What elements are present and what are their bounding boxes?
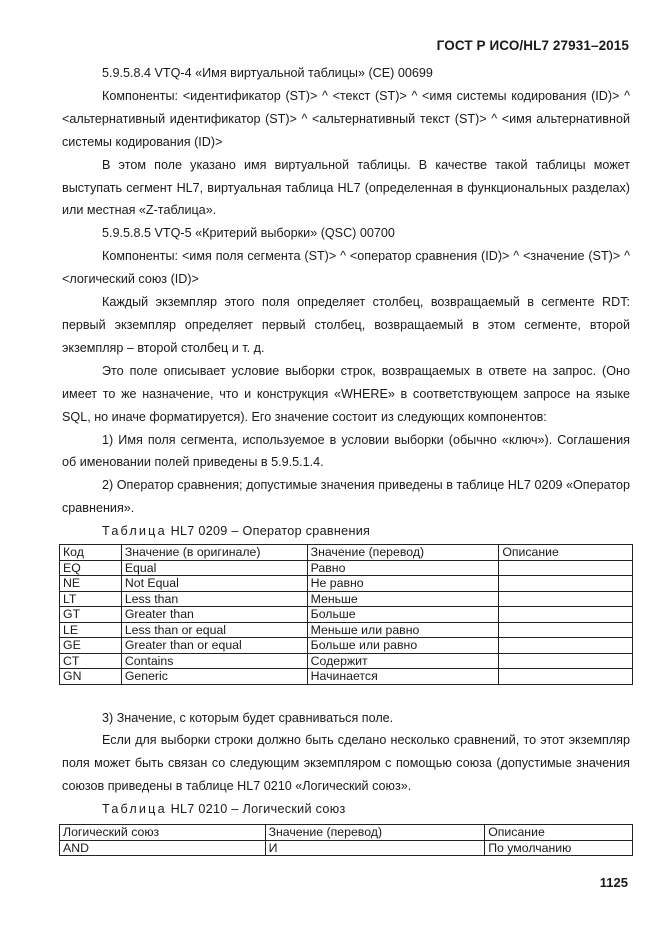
table-header-cell: Значение (в оригинале) <box>121 545 307 561</box>
table-caption <box>62 520 630 543</box>
table-row <box>60 576 633 592</box>
table-row <box>60 653 633 669</box>
table-cell: CT <box>60 653 122 669</box>
table-header-row <box>60 825 633 841</box>
table-cell: Not Equal <box>121 576 307 592</box>
table-cell: Меньше <box>307 591 499 607</box>
list-item: 3) Значение, с которым будет сравниваться поле. <box>102 710 394 725</box>
table-cell <box>499 638 633 654</box>
table-cell: GT <box>60 607 122 623</box>
paragraph: Каждый экземпляр этого поля определяет столбец, возвращаемый в сегменте RDT: первый экземпляр определяет первый столбец, возвращаемый в этом сегменте, второй экземпляр – второй столбец и т. д. <box>62 295 630 355</box>
table-caption-text: HL7 0209 – Оператор сравнения <box>170 524 371 539</box>
table-header-cell: Описание <box>499 545 633 561</box>
table-cell: Greater than or equal <box>121 638 307 654</box>
table-cell: Less than <box>121 591 307 607</box>
table-cell <box>499 591 633 607</box>
table-cell <box>499 653 633 669</box>
table-cell: LT <box>60 591 122 607</box>
table-caption <box>62 798 630 821</box>
document-header: ГОСТ Р ИСО/HL7 27931–2015 <box>436 38 629 53</box>
list-item: 1) Имя поля сегмента, используемое в условии выборки (обычно «ключ»). Соглашения об именовании полей приведены в 5.9.5.1.4. <box>62 432 630 470</box>
table-caption-prefix: Таблица <box>102 802 167 817</box>
table-cell <box>499 607 633 623</box>
list-item: 2) Оператор сравнения; допустимые значения приведены в таблице HL7 0209 «Оператор сравнения». <box>62 478 630 516</box>
paragraph: Если для выборки строки должно быть сделано несколько сравнений, то этот экземпляр поля может быть связан со следующим экземпляром с помощью союза (допустимые значения союзов приведены в таблице HL7 0210 «Логический союз». <box>62 733 630 794</box>
table-header-cell: Значение (перевод) <box>265 825 485 841</box>
section-heading-vtq4: 5.9.5.8.4 VTQ-4 «Имя виртуальной таблицы» (CE) 00699 <box>102 66 433 80</box>
table-cell: Generic <box>121 669 307 685</box>
paragraph: В этом поле указано имя виртуальной таблицы. В качестве такой таблицы может выступать сегмент HL7, виртуальная таблица HL7 (определенная в функциональных разделах) или местная «Z-таблица». <box>62 157 630 218</box>
table-cell: Больше <box>307 607 499 623</box>
table-cell <box>499 622 633 638</box>
table-cell: LE <box>60 622 122 638</box>
table-cell: Меньше или равно <box>307 622 499 638</box>
table-cell: Больше или равно <box>307 638 499 654</box>
table-cell: EQ <box>60 560 122 576</box>
table-cell: Не равно <box>307 576 499 592</box>
table-header-cell: Описание <box>485 825 633 841</box>
table-row <box>60 622 633 638</box>
table-cell: Equal <box>121 560 307 576</box>
table-row <box>60 669 633 685</box>
table-header-cell: Код <box>60 545 122 561</box>
table-caption-prefix: Таблица <box>102 524 167 539</box>
comparison-operator-table <box>59 544 633 685</box>
table-cell: Contains <box>121 653 307 669</box>
table-row <box>60 591 633 607</box>
section-heading-vtq5: 5.9.5.8.5 VTQ-5 «Критерий выборки» (QSC) 00700 <box>102 226 395 241</box>
table-row <box>60 607 633 623</box>
table-header-row <box>60 545 633 561</box>
table-cell: GN <box>60 669 122 685</box>
table-cell: Равно <box>307 560 499 576</box>
page-number: 1125 <box>599 875 628 890</box>
table-row <box>60 638 633 654</box>
table-cell: Less than or equal <box>121 622 307 638</box>
table-cell: NE <box>60 576 122 592</box>
table-cell <box>499 560 633 576</box>
table-cell: GE <box>60 638 122 654</box>
table-cell: По умолчанию <box>485 840 633 856</box>
table-row <box>60 840 633 856</box>
table-cell: Содержит <box>307 653 499 669</box>
table-cell: И <box>265 840 485 856</box>
paragraph: Компоненты: <идентификатор (ST)> ^ <текст (ST)> ^ <имя системы кодирования (ID)> ^ <альтернативный идентификатор (ST)> ^ <альтернативный текст (ST)> ^ <имя альтернативной системы кодирования (ID)> <box>62 88 630 149</box>
table-cell: AND <box>60 840 266 856</box>
table-row <box>60 560 633 576</box>
table-cell: Greater than <box>121 607 307 623</box>
table-cell <box>499 576 633 592</box>
table-cell: Начинается <box>307 669 499 685</box>
logical-conjunction-table <box>59 824 633 856</box>
table-caption-text: HL7 0210 – Логический союз <box>170 802 346 817</box>
paragraph: Компоненты: <имя поля сегмента (ST)> ^ <оператор сравнения (ID)> ^ <значение (ST)> ^ <логический союз (ID)> <box>62 249 630 287</box>
table-header-cell: Логический союз <box>60 825 266 841</box>
table-cell <box>499 669 633 685</box>
page-body <box>62 62 630 856</box>
paragraph: Это поле описывает условие выборки строк, возвращаемых в ответе на запрос. (Оно имеет то же назначение, что и конструкция «WHERE» в соответствующем запросе на языке SQL, но иначе форматируется). Его значение состоит из следующих компонентов: <box>62 363 630 424</box>
table-header-cell: Значение (перевод) <box>307 545 499 561</box>
